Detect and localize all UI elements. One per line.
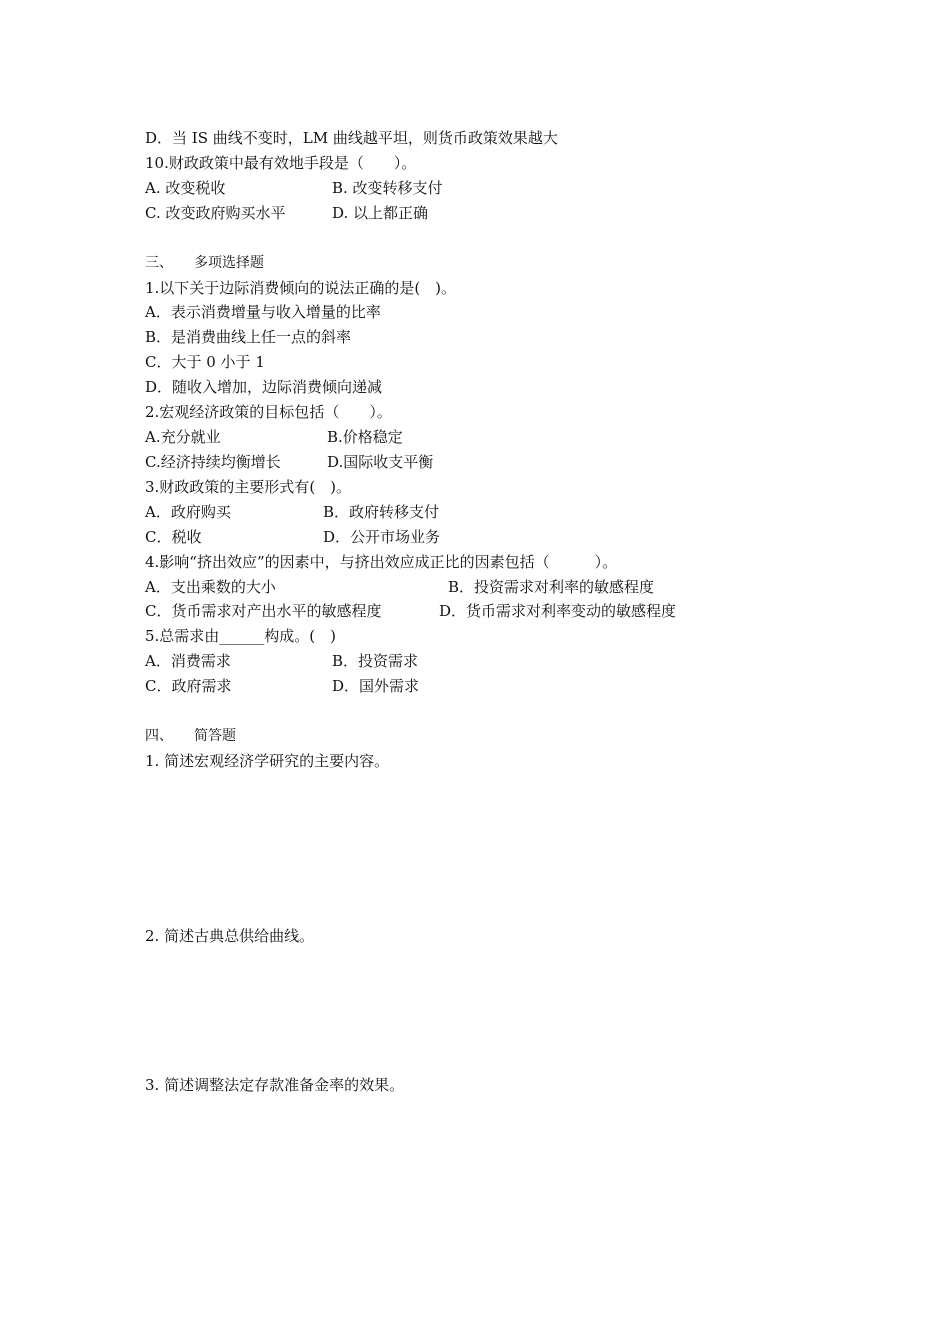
option-c: C．政府需求 — [145, 677, 232, 695]
option-a: A.充分就业 — [145, 428, 221, 446]
option-c: C.经济持续均衡增长 — [145, 453, 281, 471]
question-1: 1.以下关于边际消费倾向的说法正确的是( )。 — [145, 279, 457, 297]
question-2: 2.宏观经济政策的目标包括（ ）。 — [145, 403, 392, 421]
question-4: 4.影响“挤出效应”的因素中，与挤出效应成正比的因素包括（ ）。 — [145, 553, 618, 571]
question-10: 10.财政政策中最有效地手段是（ ）。 — [145, 154, 417, 172]
question-5: 5.总需求由______构成。( ) — [145, 627, 337, 645]
option-d: D．国外需求 — [332, 677, 420, 695]
option-b: B．是消费曲线上任一点的斜率 — [145, 328, 352, 346]
option-d-line: D．当 IS 曲线不变时，LM 曲线越平坦，则货币政策效果越大 — [145, 129, 558, 147]
option-b: B.价格稳定 — [327, 428, 403, 446]
option-b: B．投资需求 — [332, 652, 419, 670]
option-d: D．随收入增加，边际消费倾向递减 — [145, 378, 383, 396]
option-c: C．货币需求对产出水平的敏感程度 — [145, 602, 382, 620]
option-c: C. 改变政府购买水平 — [145, 204, 286, 222]
option-a: A．政府购买 — [145, 503, 231, 521]
option-c: C．税收 — [145, 528, 202, 546]
section-heading-multiple-choice: 三、 多项选择题 — [145, 255, 264, 271]
option-d: D.国际收支平衡 — [327, 453, 434, 471]
option-a: A．表示消费增量与收入增量的比率 — [145, 303, 381, 321]
option-d: D．公开市场业务 — [323, 528, 441, 546]
section-heading-short-answer: 四、 简答题 — [145, 728, 236, 744]
option-b: B．政府转移支付 — [323, 503, 440, 521]
option-c: C．大于 0 小于 1 — [145, 353, 265, 371]
option-b: B. 改变转移支付 — [332, 179, 443, 197]
option-a: A. 改变税收 — [145, 179, 226, 197]
short-answer-3: 3. 简述调整法定存款准备金率的效果。 — [145, 1076, 405, 1094]
short-answer-1: 1. 简述宏观经济学研究的主要内容。 — [145, 752, 390, 770]
option-a: A．支出乘数的大小 — [145, 578, 276, 596]
option-d: D. 以上都正确 — [332, 204, 429, 222]
short-answer-2: 2. 简述古典总供给曲线。 — [145, 927, 315, 945]
question-3: 3.财政政策的主要形式有( )。 — [145, 478, 352, 496]
option-a: A．消费需求 — [145, 652, 231, 670]
option-b: B．投资需求对利率的敏感程度 — [448, 578, 655, 596]
option-d: D．货币需求对利率变动的敏感程度 — [439, 602, 677, 620]
